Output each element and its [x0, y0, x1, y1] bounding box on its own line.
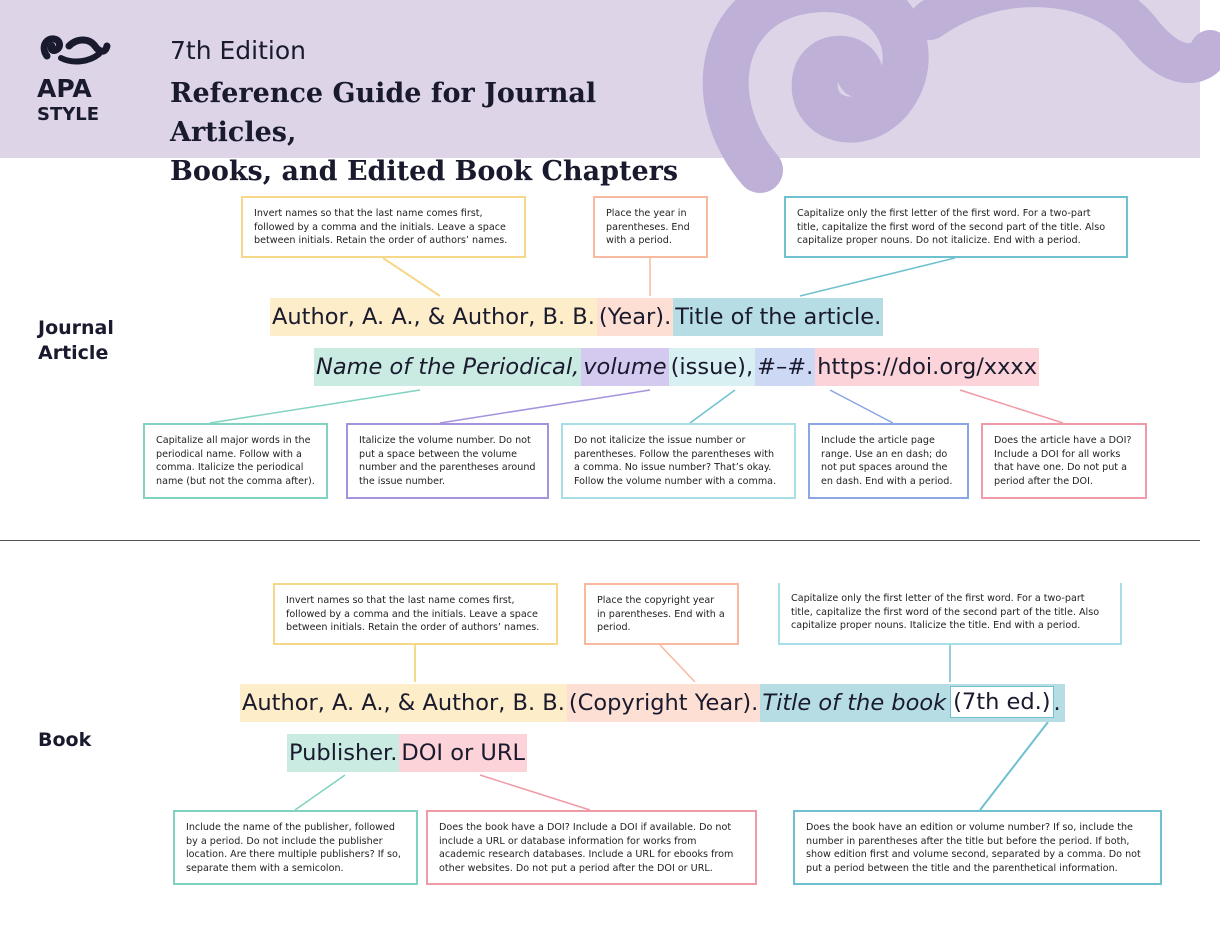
book-reference-line-2: [287, 734, 527, 772]
journal-ref-authors: Author, A. A., & Author, B. B.: [270, 298, 597, 336]
journal-ref-periodical: Name of the Periodical,: [314, 348, 581, 386]
journal-ref-issue: (issue),: [669, 348, 756, 386]
journal-title-note: Capitalize only the first letter of the first word. For a two-part title, capitalize the first word of the second part of the title. Also capitalize proper nouns. Do not italicize. End with a period.: [784, 196, 1128, 258]
journal-issue-note: Do not italicize the issue number or parentheses. Follow the parentheses with a comma. No issue number? That’s okay. Follow the volume number with a comma.: [561, 423, 796, 499]
journal-ref-doi: https://doi.org/xxxx: [815, 348, 1039, 386]
book-ref-title: Title of the book: [762, 690, 947, 716]
section-divider: [0, 540, 1200, 541]
journal-article-label: [38, 316, 114, 366]
journal-year-note: Place the year in parentheses. End with a period.: [593, 196, 708, 258]
book-ref-publisher: Publisher.: [287, 734, 399, 772]
book-ref-period: .: [1053, 690, 1061, 716]
book-title-note: Capitalize only the first letter of the first word. For a two-part title, capitalize the first word of the second part of the title. Also capitalize proper nouns. Italicize the title. End with a period.: [778, 583, 1122, 645]
logo-apa-text: APA: [37, 74, 92, 103]
book-label: Book: [38, 729, 92, 751]
journal-reference-line-1: [270, 298, 883, 336]
edition-label: 7th Edition: [170, 36, 306, 65]
journal-ref-year: (Year).: [597, 298, 673, 336]
journal-label-line-1: Journal: [38, 317, 114, 339]
journal-volume-note: Italicize the volume number. Do not put a space between the volume number and the parentheses around the issue number.: [346, 423, 549, 499]
journal-doi-note: Does the article have a DOI? Include a DOI for all works that have one. Do not put a period after the DOI.: [981, 423, 1147, 499]
journal-authors-note: Invert names so that the last name comes first, followed by a comma and the initials. Leave a space between initials. Retain the order of authors’ names.: [241, 196, 526, 258]
book-ref-year: (Copyright Year).: [567, 684, 760, 722]
journal-periodical-note: Capitalize all major words in the periodical name. Follow with a comma. Italicize the periodical name (but not the comma after).: [143, 423, 328, 499]
title-line-2: Books, and Edited Book Chapters: [170, 156, 679, 187]
book-edition-note: Does the book have an edition or volume number? If so, include the number in parentheses after the title but before the period. If both, show edition first and volume second, separated by a comma. Do not put a period between the title and the parenthetical information.: [793, 810, 1162, 885]
book-reference-line-1: [240, 684, 1065, 722]
journal-pages-note: Include the article page range. Use an en dash; do not put spaces around the en dash. End with a period.: [808, 423, 969, 499]
book-ref-doi: DOI or URL: [399, 734, 527, 772]
book-year-note: Place the copyright year in parentheses. End with a period.: [584, 583, 739, 645]
book-ref-authors: Author, A. A., & Author, B. B.: [240, 684, 567, 722]
journal-reference-line-2: [314, 348, 1039, 386]
journal-ref-title: Title of the article.: [673, 298, 883, 336]
journal-ref-pages: #–#.: [755, 348, 815, 386]
book-publisher-note: Include the name of the publisher, followed by a period. Do not include the publisher location. Are there multiple publishers? If so, separate them with a semicolon.: [173, 810, 418, 885]
title-line-1: Reference Guide for Journal Articles,: [170, 78, 597, 148]
book-doi-note: Does the book have a DOI? Include a DOI if available. Do not include a URL or database information for works from academic research databases. Include a URL for ebooks from other websites. Do not put a period after the DOI or URL.: [426, 810, 757, 885]
journal-label-line-2: Article: [38, 342, 109, 364]
book-ref-edition: (7th ed.): [950, 686, 1053, 718]
journal-ref-volume: volume: [581, 348, 668, 386]
logo-style-text: STYLE: [37, 104, 100, 125]
book-ref-title-group: [760, 684, 1064, 722]
book-authors-note: Invert names so that the last name comes first, followed by a comma and the initials. Leave a space between initials. Retain the order of authors’ names.: [273, 583, 558, 645]
